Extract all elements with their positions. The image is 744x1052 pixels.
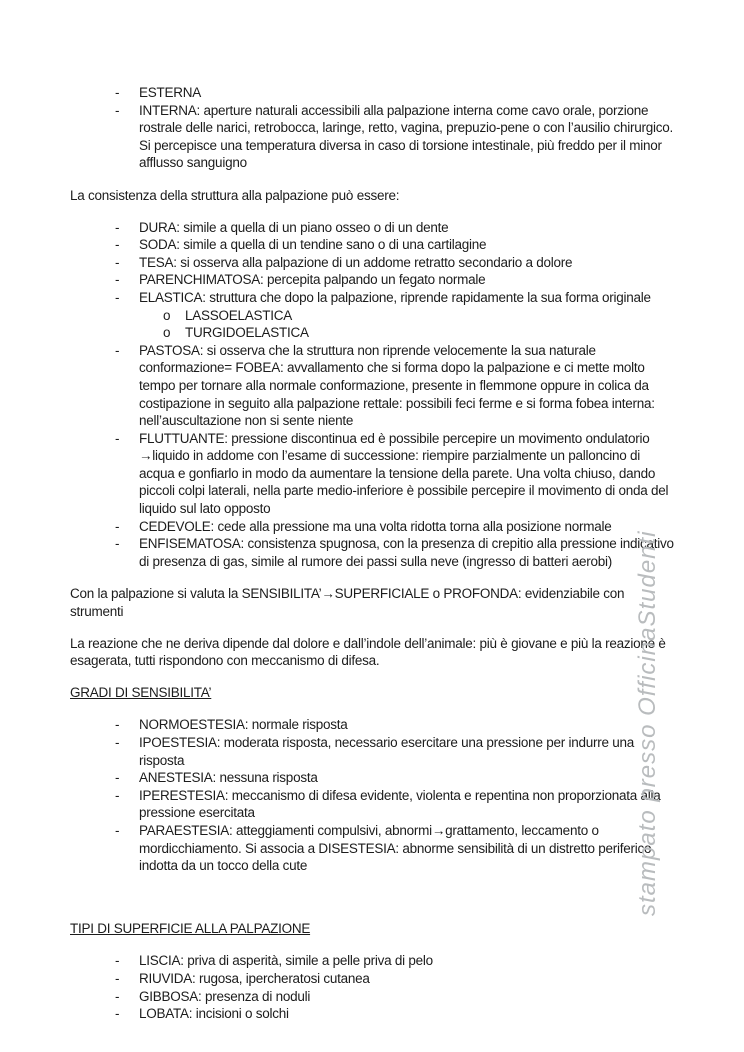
list-item-text: LASSOELASTICA bbox=[185, 307, 293, 323]
list-item bbox=[70, 518, 676, 536]
bullet-marker: - bbox=[115, 102, 120, 118]
list-item bbox=[70, 289, 676, 307]
list-item-text: LOBATA: incisioni o solchi bbox=[139, 1006, 289, 1022]
list-item bbox=[70, 787, 676, 822]
bullet-marker: - bbox=[115, 237, 120, 253]
bullet-marker: - bbox=[115, 770, 120, 786]
bullet-marker: - bbox=[115, 953, 120, 969]
list-item bbox=[70, 535, 676, 570]
palpation-access-list bbox=[70, 84, 676, 172]
list-item-text: IPOESTESIA: moderata risposta, necessario esercitare una pressione per indurre una risposta bbox=[139, 735, 635, 768]
list-item-text: SODA: simile a quella di un tendine sano o di una cartilagine bbox=[139, 237, 487, 253]
list-item bbox=[70, 236, 676, 254]
bullet-marker: - bbox=[115, 272, 120, 288]
bullet-marker: - bbox=[115, 536, 120, 552]
list-item bbox=[70, 84, 676, 102]
sub-list-item bbox=[70, 324, 676, 342]
paragraph-sensibilita: Con la palpazione si valuta la SENSIBILITA’→SUPERFICIALE o PROFONDA: evidenziabile con strumenti bbox=[70, 586, 625, 620]
bullet-marker: - bbox=[115, 518, 120, 534]
list-item-text: PASTOSA: si osserva che la struttura non riprende velocemente la sua naturale conformazione= FOBEA: avvallamento che si forma dopo la palpazione e ci mette molto tempo per tornare alla normale conformazione, presente in flemmone oppure in colica da costipazione in seguito alla palpazione rettale: possibili feci ferme e si forma fobea interna: nell’auscultazione non si sente niente bbox=[139, 342, 655, 429]
bullet-marker: - bbox=[115, 787, 120, 803]
bullet-marker: - bbox=[115, 970, 120, 986]
list-item bbox=[70, 271, 676, 289]
bullet-marker: - bbox=[115, 254, 120, 270]
list-item-text: TURGIDOELASTICA bbox=[185, 325, 309, 341]
list-item-text: GIBBOSA: presenza di noduli bbox=[139, 988, 311, 1004]
list-item bbox=[70, 219, 676, 237]
list-item bbox=[70, 769, 676, 787]
paragraph-reazione: La reazione che ne deriva dipende dal dolore e dall’indole dell’animale: più è giovane e più la reazione è esagerata, tutti rispondono con meccanismo di difesa. bbox=[70, 635, 666, 669]
paragraph-consistenza: La consistenza della struttura alla palpazione può essere: bbox=[70, 187, 400, 203]
list-item bbox=[70, 430, 676, 518]
list-item bbox=[70, 1005, 676, 1023]
bullet-marker: o bbox=[163, 325, 171, 341]
sub-list-item bbox=[70, 307, 676, 325]
watermark-text: stampato presso OfficinaStudenti bbox=[634, 530, 661, 916]
list-item bbox=[70, 822, 676, 875]
list-item bbox=[70, 734, 676, 769]
blank-line bbox=[70, 890, 676, 916]
list-item-text: PARENCHIMATOSA: percepita palpando un fegato normale bbox=[139, 272, 486, 288]
list-item bbox=[70, 988, 676, 1006]
list-item-text: ANESTESIA: nessuna risposta bbox=[139, 770, 318, 786]
list-item-text: DURA: simile a quella di un piano osseo o di un dente bbox=[139, 219, 449, 235]
sensitivity-list bbox=[70, 716, 676, 874]
list-item-text: ENFISEMATOSA: consistenza spugnosa, con la presenza di crepitio alla pressione indicativo di presenza di gas, simile al rumore dei passi sulla neve (ingresso di batteri aerobi) bbox=[139, 536, 674, 569]
bullet-marker: - bbox=[115, 735, 120, 750]
bullet-marker: - bbox=[115, 219, 120, 235]
list-item-text: TESA: si osserva alla palpazione di un addome retratto secondario a dolore bbox=[139, 254, 573, 270]
list-item bbox=[70, 102, 676, 172]
list-item-text: INTERNA: aperture naturali accessibili alla palpazione interna come cavo orale, porzione rostrale delle narici, retrobocca, laringe, retto, vagina, prepuzio-pene o con l’ausilio chirurgico. Si percepisce una temperatura diversa in caso di torsione intestinale, più freddo per il minor afflusso sanguigno bbox=[139, 102, 674, 171]
document-content bbox=[70, 84, 676, 1038]
list-item bbox=[70, 970, 676, 988]
bullet-marker: - bbox=[115, 430, 120, 446]
list-item-text: LISCIA: priva di asperità, simile a pelle priva di pelo bbox=[139, 953, 433, 969]
bullet-marker: - bbox=[115, 822, 120, 838]
section-heading-tipi-di-superficie: TIPI DI SUPERFICIE ALLA PALPAZIONE bbox=[70, 920, 311, 936]
list-item-text: CEDEVOLE: cede alla pressione ma una volta ridotta torna alla posizione normale bbox=[139, 518, 612, 534]
list-item-text: NORMOESTESIA: normale risposta bbox=[139, 717, 348, 733]
bullet-marker: - bbox=[115, 988, 120, 1004]
bullet-marker: - bbox=[115, 85, 120, 100]
list-item-text: IPERESTESIA: meccanismo di difesa evidente, violenta e repentina non proporzionata alla pressione esercitata bbox=[139, 787, 661, 821]
bullet-marker: - bbox=[115, 342, 120, 358]
consistency-list bbox=[70, 219, 676, 571]
bullet-marker: - bbox=[115, 717, 120, 733]
list-item-text: RIUVIDA: rugosa, ipercheratosi cutanea bbox=[139, 970, 370, 986]
list-item-text: ELASTICA: struttura che dopo la palpazione, riprende rapidamente la sua forma originale bbox=[139, 289, 651, 305]
list-item bbox=[70, 952, 676, 970]
bullet-marker: o bbox=[163, 307, 171, 323]
list-item-text: ESTERNA bbox=[139, 85, 202, 100]
list-item bbox=[70, 254, 676, 272]
list-item bbox=[70, 716, 676, 734]
list-item-text: PARAESTESIA: atteggiamenti compulsivi, abnormi→grattamento, leccamento o mordicchiamento. Si associa a DISESTESIA: abnorme sensibilità di un distretto periferico indotta da un tocco della cute bbox=[139, 822, 652, 874]
list-item-text: FLUTTUANTE: pressione discontinua ed è possibile percepire un movimento ondulatorio →liquido in addome con l’esame di successione: riempire parzialmente un palloncino di acqua e gonfiarlo in modo da aumentare la tensione della parete. Una volta chiuso, dando piccoli colpi laterali, nella parte medio-inferiore è possibile percepire il movimento di onda del liquido sul lato opposto bbox=[139, 430, 669, 517]
bullet-marker: - bbox=[115, 289, 120, 305]
section-heading-gradi-di-sensibilita: GRADI DI SENSIBILITA’ bbox=[70, 684, 212, 700]
surface-list bbox=[70, 952, 676, 1022]
list-item bbox=[70, 342, 676, 430]
bullet-marker: - bbox=[115, 1006, 120, 1022]
